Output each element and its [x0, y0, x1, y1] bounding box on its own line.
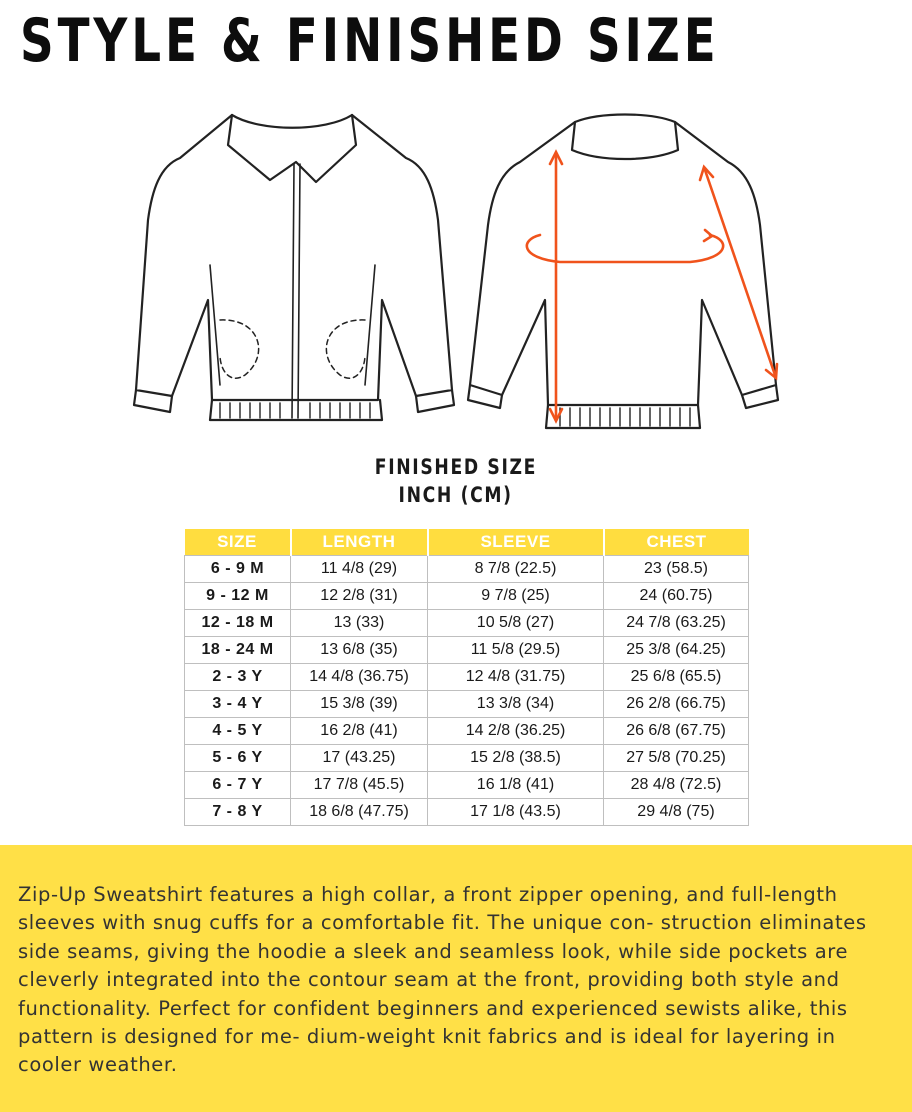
header-length: LENGTH: [291, 529, 428, 556]
header-size: SIZE: [185, 529, 291, 556]
size-cell: 12 - 18 M: [185, 610, 291, 637]
length-cell: 15 3/8 (39): [291, 691, 428, 718]
finished-size-heading: FINISHED SIZE: [374, 455, 538, 479]
table-row: [185, 583, 749, 610]
size-cell: 6 - 7 Y: [185, 772, 291, 799]
size-cell: 5 - 6 Y: [185, 745, 291, 772]
size-chart-table: [184, 529, 749, 826]
size-cell: 9 - 12 M: [185, 583, 291, 610]
sleeve-cell: 9 7/8 (25): [428, 583, 604, 610]
length-cell: 17 7/8 (45.5): [291, 772, 428, 799]
sleeve-cell: 8 7/8 (22.5): [428, 556, 604, 583]
table-row: [185, 745, 749, 772]
chest-cell: 26 6/8 (67.75): [604, 718, 749, 745]
sleeve-cell: 12 4/8 (31.75): [428, 664, 604, 691]
size-cell: 4 - 5 Y: [185, 718, 291, 745]
sweatshirt-back-illustration: [450, 100, 800, 440]
table-row: [185, 718, 749, 745]
sleeve-cell: 13 3/8 (34): [428, 691, 604, 718]
table-header-row: [185, 529, 749, 556]
sweatshirt-front-illustration: [120, 100, 465, 440]
chest-cell: 24 7/8 (63.25): [604, 610, 749, 637]
description-text: Zip-Up Sweatshirt features a high collar, a front zipper opening, and full-length sleeves with snug cuffs for a comfortable fit. The unique con- struction eliminates side seams, giving the hoodie a sleek and seamless look, while side pockets are cleverly integrated into the contour seam at the front, providing both style and functionality. Perfect for confident beginners and experienced sewists alike, this pattern is designed for me- dium-weight knit fabrics and is ideal for layering in cooler weather.: [18, 883, 867, 1077]
sleeve-cell: 11 5/8 (29.5): [428, 637, 604, 664]
sleeve-cell: 17 1/8 (43.5): [428, 799, 604, 826]
size-cell: 2 - 3 Y: [185, 664, 291, 691]
sleeve-cell: 16 1/8 (41): [428, 772, 604, 799]
sleeve-cell: 14 2/8 (36.25): [428, 718, 604, 745]
header-chest: CHEST: [604, 529, 749, 556]
table-row: [185, 664, 749, 691]
chest-cell: 27 5/8 (70.25): [604, 745, 749, 772]
length-cell: 11 4/8 (29): [291, 556, 428, 583]
chest-cell: 23 (58.5): [604, 556, 749, 583]
length-cell: 17 (43.25): [291, 745, 428, 772]
length-cell: 16 2/8 (41): [291, 718, 428, 745]
size-cell: 18 - 24 M: [185, 637, 291, 664]
length-cell: 13 (33): [291, 610, 428, 637]
length-cell: 13 6/8 (35): [291, 637, 428, 664]
table-row: [185, 799, 749, 826]
chest-cell: 25 6/8 (65.5): [604, 664, 749, 691]
page-title: STYLE & FINISHED SIZE: [20, 6, 720, 76]
header-sleeve: SLEEVE: [428, 529, 604, 556]
table-row: [185, 691, 749, 718]
length-cell: 12 2/8 (31): [291, 583, 428, 610]
chest-cell: 25 3/8 (64.25): [604, 637, 749, 664]
table-row: [185, 637, 749, 664]
table-row: [185, 556, 749, 583]
size-cell: 6 - 9 M: [185, 556, 291, 583]
sleeve-cell: 10 5/8 (27): [428, 610, 604, 637]
size-cell: 3 - 4 Y: [185, 691, 291, 718]
table-row: [185, 772, 749, 799]
chest-cell: 26 2/8 (66.75): [604, 691, 749, 718]
sleeve-cell: 15 2/8 (38.5): [428, 745, 604, 772]
length-cell: 14 4/8 (36.75): [291, 664, 428, 691]
unit-heading: INCH (CM): [398, 483, 514, 507]
chest-cell: 29 4/8 (75): [604, 799, 749, 826]
size-cell: 7 - 8 Y: [185, 799, 291, 826]
chest-cell: 28 4/8 (72.5): [604, 772, 749, 799]
table-row: [185, 610, 749, 637]
chest-cell: 24 (60.75): [604, 583, 749, 610]
length-cell: 18 6/8 (47.75): [291, 799, 428, 826]
